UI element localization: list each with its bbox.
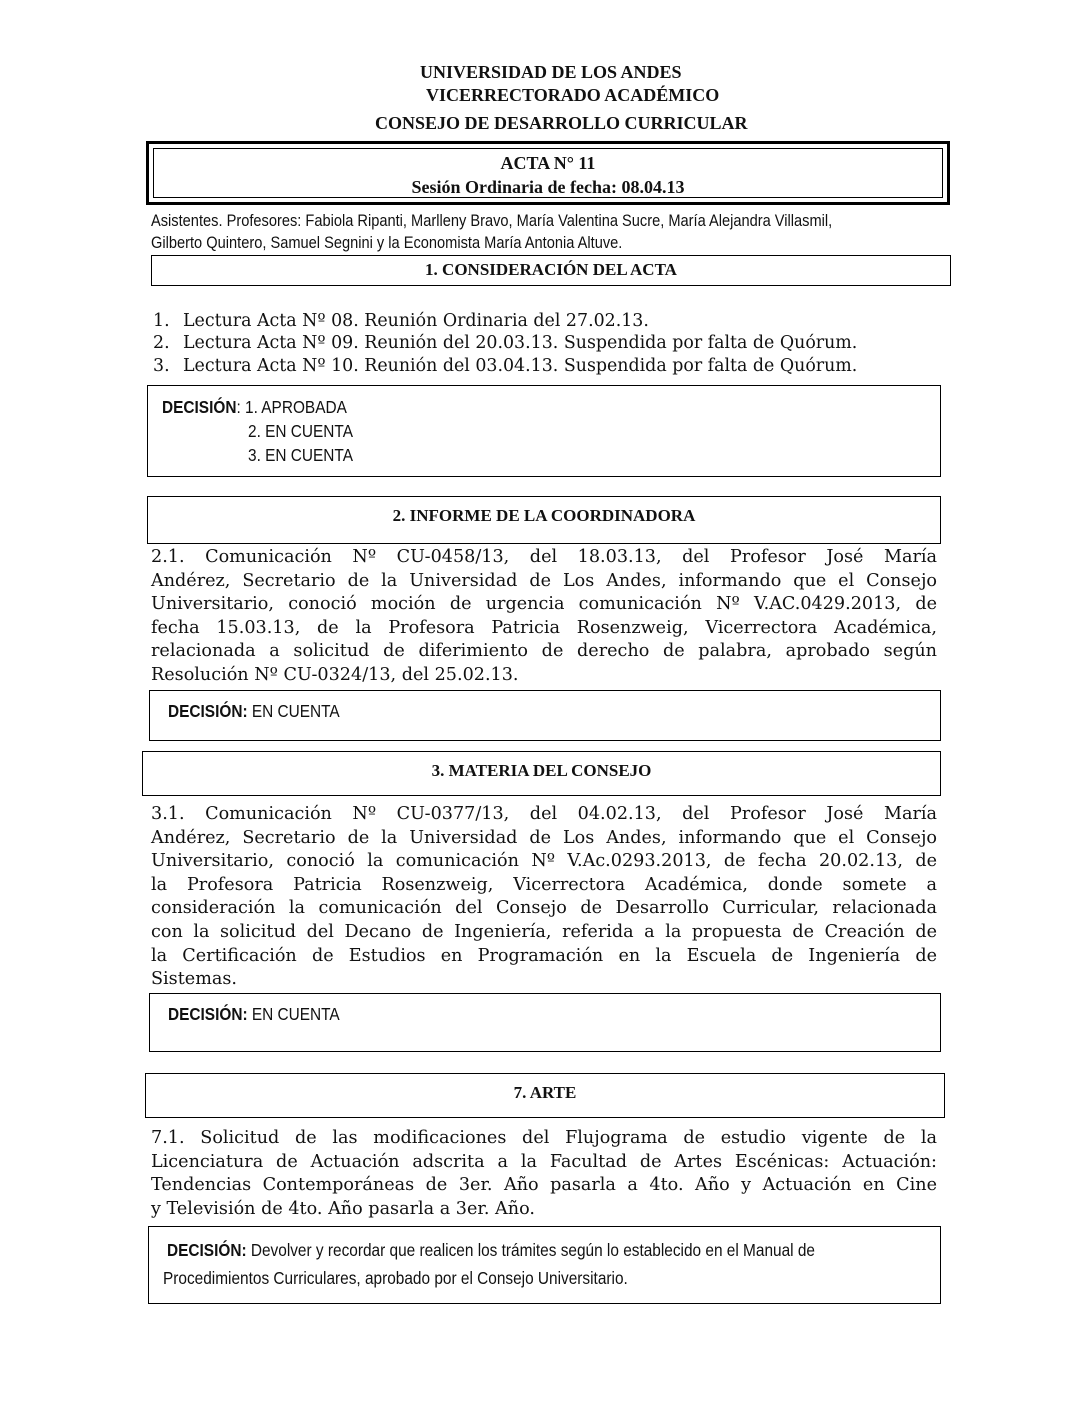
paragraph-line: la Profesora Patricia Rosenzweig, Vicerrectora Académica, donde somete a: [151, 874, 937, 895]
acta-number: ACTA N° 11: [500, 153, 596, 173]
paragraph-line: Andérez, Secretario de la Universidad de Los Andes, informando que el Consejo: [151, 827, 937, 848]
list-item: 3.: [153, 356, 170, 376]
decision-line-1: DECISIÓN: Devolver y recordar que realicen los trámites según lo establecido en el Manual de: [167, 1240, 815, 1260]
decision: DECISIÓN: EN CUENTA: [168, 701, 340, 721]
vice-rectorate: VICERRECTORADO ACADÉMICO: [426, 85, 720, 105]
section-1-title: 1. CONSIDERACIÓN DEL ACTA: [425, 260, 677, 279]
paragraph-line: 3.1. Comunicación Nº CU-0377/13, del 04.02.13, del Profesor José María: [151, 804, 937, 824]
decision-line-2: Procedimientos Curriculares, aprobado por el Consejo Universitario.: [163, 1268, 628, 1288]
paragraph-line: 2.1. Comunicación Nº CU-0458/13, del 18.03.13, del Profesor José María: [151, 547, 937, 567]
paragraph-line: Universitario, conoció la comunicación Nº V.Ac.0293.2013, de fecha 20.02.13, de: [151, 851, 937, 872]
paragraph-line: fecha 15.03.13, de la Profesora Patricia Rosenzweig, Vicerrectora Académica,: [151, 617, 937, 638]
paragraph-line: Andérez, Secretario de la Universidad de Los Andes, informando que el Consejo: [151, 570, 937, 591]
paragraph-line: y Televisión de 4to. Año pasarla a 3er. Año.: [151, 1198, 535, 1219]
section-7-paragraph: [151, 1127, 937, 1221]
section-2-decision-box: [149, 690, 941, 741]
section-1-decision-box: [147, 385, 941, 477]
session-date: Sesión Ordinaria de fecha: 08.04.13: [411, 177, 685, 197]
section-3-decision-box: [149, 993, 941, 1052]
section-7-title: 7. ARTE: [513, 1083, 577, 1102]
paragraph-line: la Certificación de Estudios en Programación en la Escuela de Ingeniería de: [151, 945, 937, 966]
paragraph-line: con la solicitud del Decano de Ingeniería, referida a la propuesta de Creación de: [151, 921, 937, 942]
paragraph-line: Universitario, conoció moción de urgencia comunicación Nº V.AC.0429.2013, de: [151, 594, 937, 615]
attendees-line-1: Asistentes. Profesores: Fabiola Ripanti, Marlleny Bravo, María Valentina Sucre, María Alejandra Villasmil,: [151, 211, 833, 230]
list-item: 1.: [153, 311, 170, 331]
list-item: 2.: [153, 333, 170, 353]
paragraph-line: Sistemas.: [151, 969, 237, 990]
section-3-title: 3. MATERIA DEL CONSEJO: [431, 761, 652, 780]
section-2-paragraph: [151, 546, 937, 688]
section-1-header: [151, 255, 951, 286]
section-2-title: 2. INFORME DE LA COORDINADORA: [392, 506, 696, 525]
paragraph-line: Resolución Nº CU-0324/13, del 25.02.13.: [151, 664, 519, 685]
attendees-line-2: Gilberto Quintero, Samuel Segnini y la Economista María Antonia Altuve.: [151, 233, 623, 252]
decision-1: DECISIÓN: 1. APROBADA: [162, 397, 347, 417]
acta-frame: [146, 141, 950, 205]
university-name: UNIVERSIDAD DE LOS ANDES: [420, 62, 682, 82]
paragraph-line: Tendencias Contemporáneas de 3er. Año pasarla a 4to. Año y Actuación en Cine: [151, 1175, 937, 1196]
paragraph-line: Licenciatura de Actuación adscrita a la Facultad de Artes Escénicas: Actuación:: [151, 1151, 937, 1172]
section-7-decision-box: [148, 1226, 941, 1304]
section-7-header: [145, 1073, 945, 1118]
paragraph-line: 7.1. Solicitud de las modificaciones del Flujograma de estudio vigente de la: [151, 1128, 937, 1148]
list-item-text: Lectura Acta Nº 08. Reunión Ordinaria del 27.02.13.: [183, 311, 649, 331]
paragraph-line: relacionada a solicitud de diferimiento de derecho de palabra, aprobado según: [151, 641, 937, 662]
section-3-paragraph: [151, 803, 937, 992]
decision-2: 2. EN CUENTA: [248, 421, 353, 441]
list-item-text: Lectura Acta Nº 10. Reunión del 03.04.13. Suspendida por falta de Quórum.: [183, 356, 858, 376]
paragraph-line: consideración la comunicación del Consejo de Desarrollo Curricular, relacionada: [151, 898, 937, 919]
section-2-header: [147, 496, 941, 544]
decision-3: 3. EN CUENTA: [248, 445, 353, 465]
list-item-text: Lectura Acta Nº 09. Reunión del 20.03.13. Suspendida por falta de Quórum.: [183, 333, 858, 353]
decision: DECISIÓN: EN CUENTA: [168, 1004, 340, 1024]
section-3-header: [142, 751, 941, 796]
council-name: CONSEJO DE DESARROLLO CURRICULAR: [375, 113, 748, 133]
